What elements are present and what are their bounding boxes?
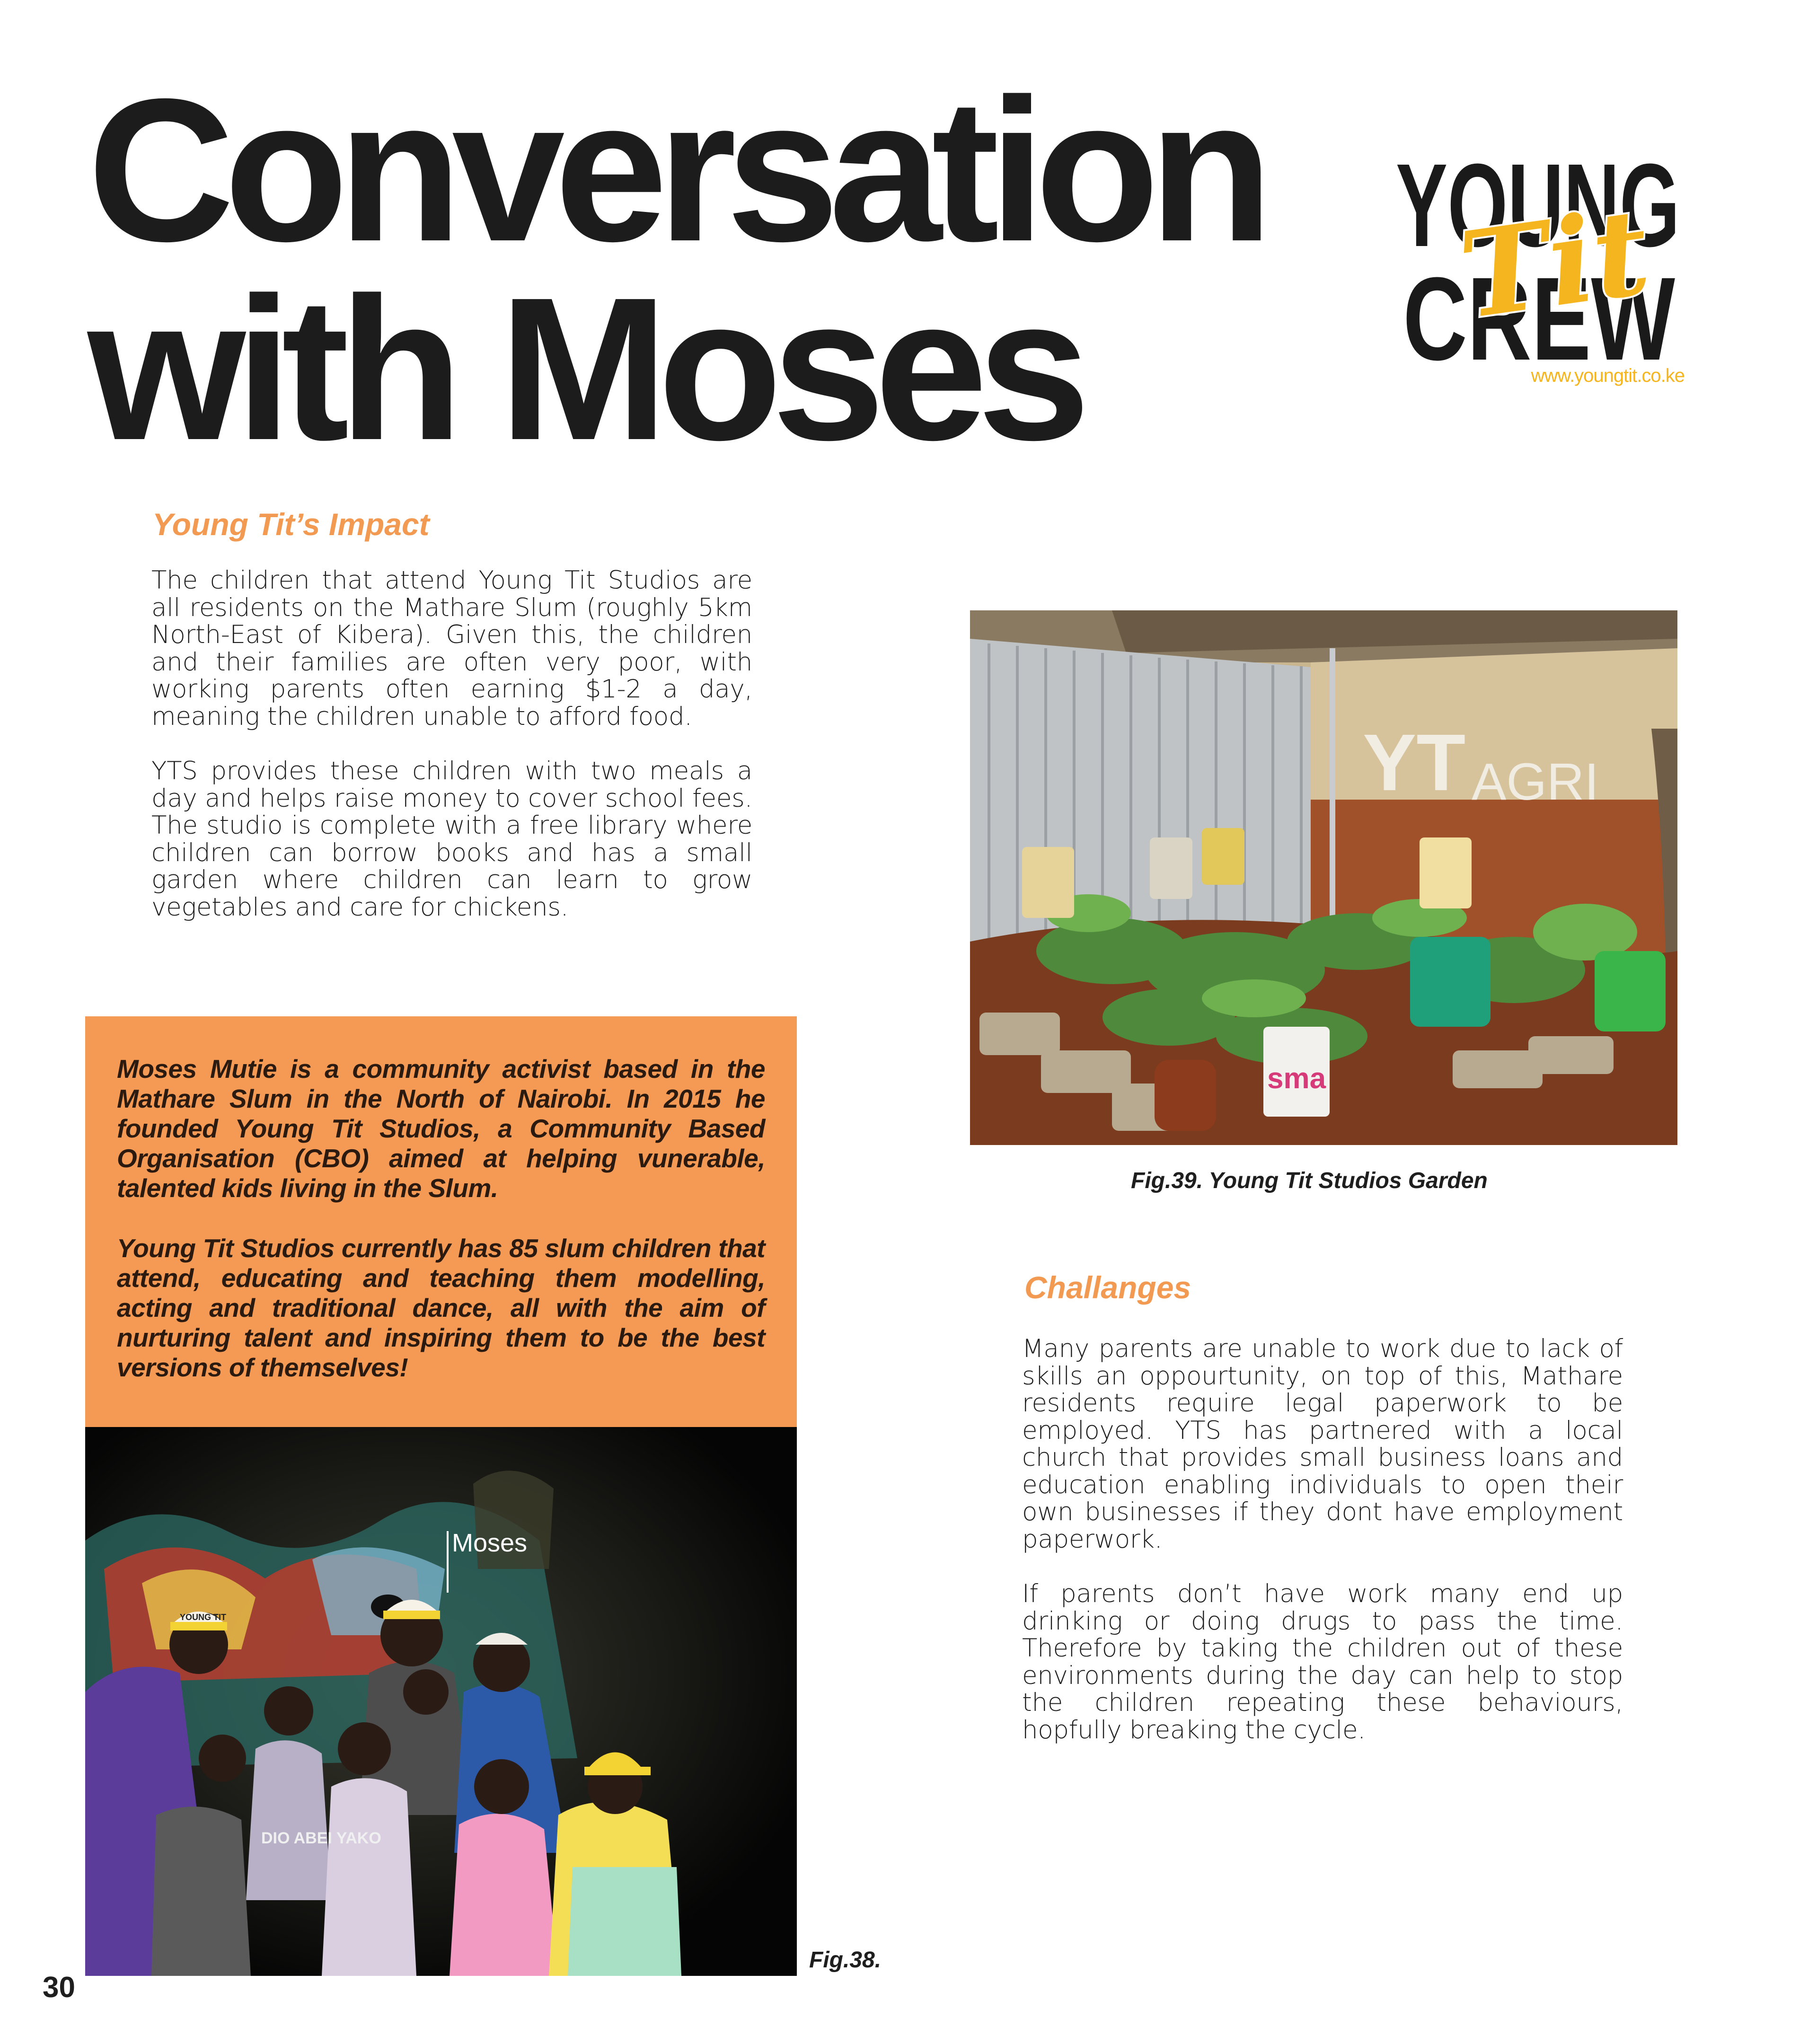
challenges-paragraph-2: If parents don’t have work many end up drinking or doing drugs to pass the time. Therefore by taking the children out of these environments during the day can help to stop the children repeating these behaviours, hopfully breaking the cycle. xyxy=(1022,1579,1623,1744)
bio-paragraph-1: Moses Mutie is a community activist based in the Mathare Slum in the North of Nairobi. In 2015 he founded Young Tit Studios, a Community Based Organisation (CBO) aimed at helping vunerable, talented kids living in the Slum. xyxy=(117,1054,765,1203)
impact-paragraph-2: YTS provides these children with two meals a day and helps raise money to cover school fees. The studio is complete with a free library where children can borrow books and has a small garden where children can learn to grow vegetables and care for chickens. xyxy=(151,757,752,922)
logo-graphic xyxy=(1396,151,1685,364)
page-title xyxy=(88,57,1263,483)
group-photo xyxy=(85,1427,797,1976)
young-tit-crew-logo xyxy=(1396,151,1685,397)
garden-photo xyxy=(970,610,1677,1145)
impact-body xyxy=(151,567,752,921)
logo-word-young: YOUNG xyxy=(1396,151,1680,271)
garden-pot-text: sma xyxy=(1267,1062,1326,1095)
bio-text xyxy=(117,1054,765,1383)
impact-paragraph-1: The children that attend Young Tit Studios are all residents on the Mathare Slum (roughly 5km North-East of Kibera). Given this, the children and their families are often very poor, with working parents often earning $1-2 a day, meaning the children unable to afford food. xyxy=(151,566,752,731)
fig39-caption: Fig.39. Young Tit Studios Garden xyxy=(1131,1168,1488,1193)
garden-wall-text-yt: YT xyxy=(1363,718,1466,808)
group-photo-shirt-text: DIO ABEI YAKO xyxy=(261,1829,381,1847)
bio-box xyxy=(85,1016,797,1427)
challenges-paragraph-1: Many parents are unable to work due to lack of skills an oppourtunity, on top of this, Mathare residents require legal paperwork to be employed. YTS has partnered with a local church that provides small business loans and education enabling individuals to open their own businesses if they dont have employment paperwork. xyxy=(1022,1334,1623,1554)
challenges-body xyxy=(1022,1335,1623,1744)
group-photo-cap-text: YOUNG TIT xyxy=(180,1612,226,1622)
logo-word-crew: CREW xyxy=(1403,253,1676,364)
page-title-line-1: Conversation xyxy=(88,57,1263,284)
group-photo-image xyxy=(85,1427,797,1976)
logo-script-tit: Tit xyxy=(1452,181,1658,346)
moses-label-line xyxy=(447,1531,449,1593)
moses-label: Moses xyxy=(452,1529,528,1557)
garden-photo-image xyxy=(970,610,1677,1145)
garden-wall-text-agri: AGRI xyxy=(1472,753,1599,811)
logo-url: www.youngtit.co.ke xyxy=(1531,365,1685,386)
page-title-line-2: with Moses xyxy=(88,256,1080,483)
impact-heading: Young Tit’s Impact xyxy=(152,507,430,542)
bio-paragraph-2: Young Tit Studios currently has 85 slum children that attend, educating and teaching them modelling, acting and traditional dance, all with the aim of nurturing talent and inspiring them to be the best versions of themselves! xyxy=(117,1233,765,1382)
page-number: 30 xyxy=(43,1971,75,2004)
fig38-caption: Fig.38. xyxy=(809,1947,882,1973)
challenges-heading: Challanges xyxy=(1024,1270,1191,1305)
